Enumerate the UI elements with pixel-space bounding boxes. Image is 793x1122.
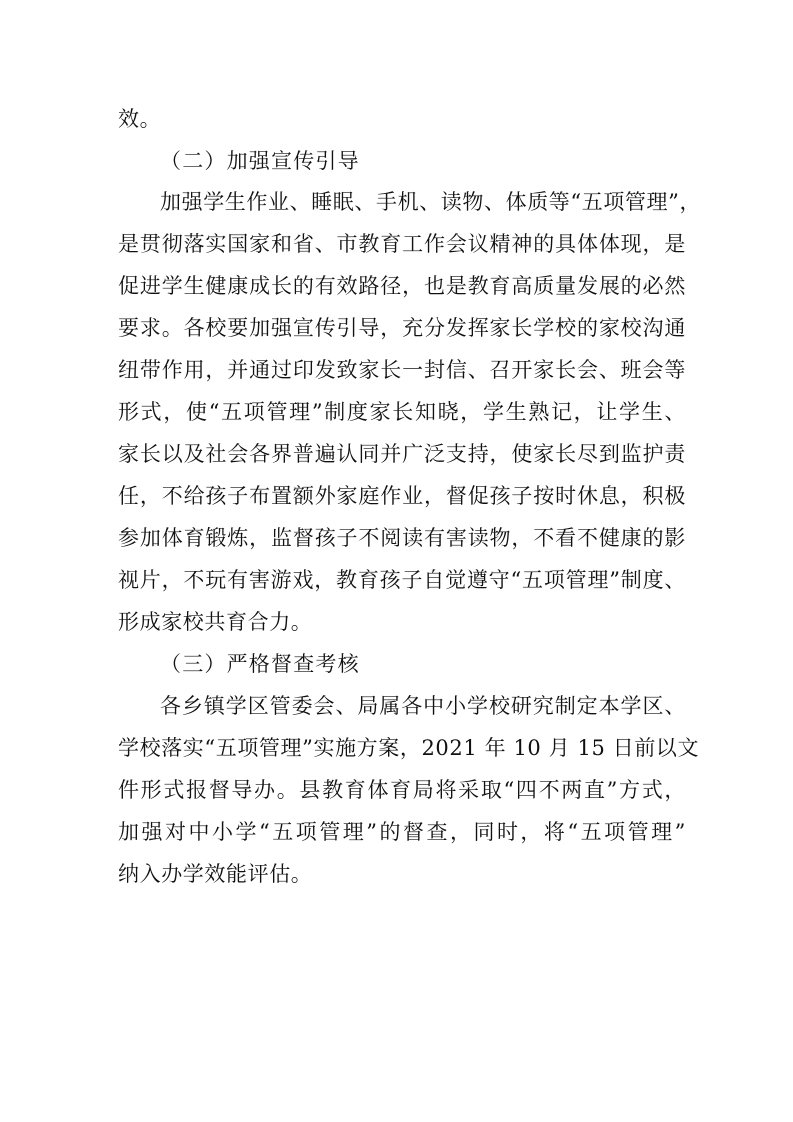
text-line: 纳入办学效能评估。 (118, 862, 313, 886)
text-line: 学校落实“五项管理”实施方案，2021 年 10 月 15 日前以文 (118, 736, 700, 760)
text-line: 加强对中小学“五项管理”的督查，同时，将“五项管理” (118, 820, 686, 844)
text-line: 加强学生作业、睡眠、手机、读物、体质等“五项管理”， (160, 190, 702, 214)
section-heading-2: （二）加强宣传引导 (160, 149, 360, 173)
text-line: 任，不给孩子布置额外家庭作业，督促孩子按时休息，积极 (118, 484, 686, 508)
section-heading-3: （三）严格督查考核 (160, 652, 360, 676)
text-line: 形成家校共育合力。 (118, 610, 313, 634)
text-line: 促进学生健康成长的有效路径，也是教育高质量发展的必然 (118, 274, 686, 298)
text-line: 效。 (118, 107, 162, 131)
text-line: 视片，不玩有害游戏，教育孩子自觉遵守“五项管理”制度、 (118, 568, 686, 592)
text-line: 参加体育锻炼，监督孩子不阅读有害读物，不看不健康的影 (118, 526, 686, 550)
text-line: 纽带作用，并通过印发致家长一封信、召开家长会、班会等 (118, 358, 686, 382)
text-line: 各乡镇学区管委会、局属各中小学校研究制定本学区、 (160, 694, 686, 718)
text-line: 要求。各校要加强宣传引导，充分发挥家长学校的家校沟通 (118, 316, 686, 340)
text-line: 形式，使“五项管理”制度家长知晓，学生熟记，让学生、 (118, 400, 686, 424)
text-line: 家长以及社会各界普遍认同并广泛支持，使家长尽到监护责 (118, 442, 686, 466)
text-line: 件形式报督导办。县教育体育局将采取“四不两直”方式， (118, 778, 686, 802)
text-line: 是贯彻落实国家和省、市教育工作会议精神的具体体现，是 (118, 232, 686, 256)
